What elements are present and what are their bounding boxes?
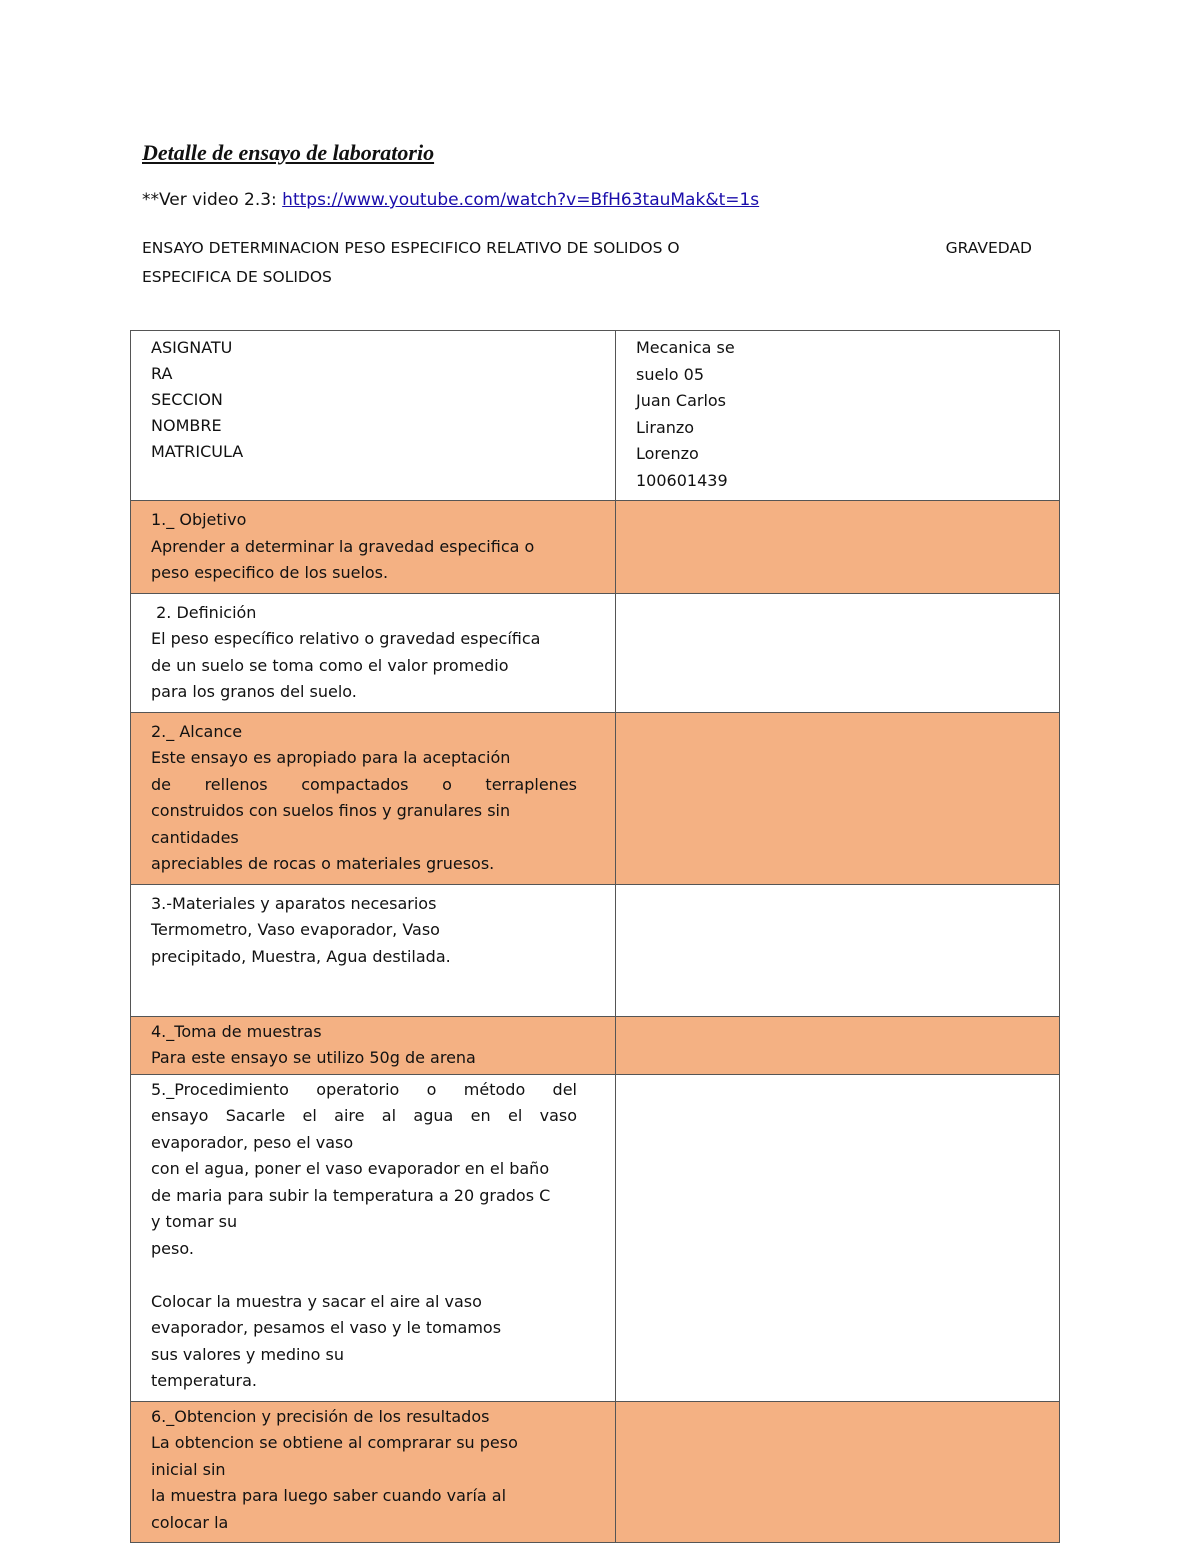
label-asignatu: ASIGNATU — [151, 338, 233, 357]
procedimiento-line: evaporador, peso el vaso — [151, 1132, 354, 1152]
heading-line-1: ENSAYO DETERMINACION PESO ESPECIFICO RELATIVO DE SOLIDOS O — [142, 239, 680, 257]
materiales-line: precipitado, Muestra, Agua destilada. — [151, 946, 451, 966]
objetivo-cell — [131, 501, 616, 594]
muestras-cell — [131, 1016, 616, 1074]
procedimiento-heading: 5._Procedimiento operatorio o método del — [151, 1079, 577, 1099]
definicion-cell — [131, 593, 616, 712]
definicion-line: para los granos del suelo. — [151, 682, 357, 701]
video-link[interactable]: https://www.youtube.com/watch?v=BfH63tauMak&t=1s — [282, 190, 760, 210]
document-title: Detalle de ensayo de laboratorio — [142, 140, 435, 165]
procedimiento-line: de maria para subir la temperatura a 20 grados C — [151, 1185, 551, 1205]
alcance-heading: 2._ Alcance — [151, 721, 243, 741]
definicion-line: El peso específico relativo o gravedad específica — [151, 629, 541, 648]
video-reference — [142, 190, 759, 210]
procedimiento-line: sus valores y medino su — [151, 1344, 344, 1364]
label-ra: RA — [151, 364, 173, 383]
objetivo-row — [131, 501, 1060, 594]
procedimiento-line: peso. — [151, 1238, 194, 1258]
alcance-line: apreciables de rocas o materiales gruesos. — [151, 854, 495, 873]
objetivo-line: Aprender a determinar la gravedad especifica o — [151, 536, 535, 556]
alcance-cell — [131, 712, 616, 884]
value-asignatura-1: Mecanica se — [636, 338, 735, 357]
value-nombre-1: Juan Carlos — [636, 391, 727, 410]
alcance-empty-cell — [616, 712, 1060, 884]
label-matricula: MATRICULA — [151, 442, 244, 461]
obtencion-row — [131, 1401, 1060, 1543]
objetivo-empty-cell — [616, 501, 1060, 594]
obtencion-cell — [131, 1401, 616, 1543]
procedimiento-line: temperatura. — [151, 1371, 257, 1390]
obtencion-line: inicial sin — [151, 1459, 226, 1479]
obtencion-empty-cell — [616, 1401, 1060, 1543]
muestras-empty-cell — [616, 1016, 1060, 1074]
objetivo-heading: 1._ Objetivo — [151, 510, 247, 529]
procedimiento-line: ensayo Sacarle el aire al agua en el vaso — [151, 1106, 577, 1125]
definicion-line: de un suelo se toma como el valor promedio — [151, 655, 509, 675]
obtencion-line: La obtencion se obtiene al comprarar su peso — [151, 1433, 518, 1452]
info-row — [131, 331, 1060, 501]
procedimiento-line: con el agua, poner el vaso evaporador en el baño — [151, 1159, 550, 1178]
essay-heading — [142, 234, 1032, 292]
video-prefix: **Ver video 2.3: — [142, 190, 283, 210]
objetivo-line: peso especifico de los suelos. — [151, 563, 389, 582]
value-asignatura-2: suelo 05 — [636, 364, 704, 384]
procedimiento-empty-cell — [616, 1074, 1060, 1401]
alcance-line: Este ensayo es apropiado para la aceptación — [151, 748, 511, 767]
definicion-heading: 2. Definición — [151, 602, 257, 622]
heading-right: GRAVEDAD — [945, 239, 1032, 257]
label-seccion: SECCION — [151, 390, 223, 409]
lab-report-table — [130, 330, 1060, 1543]
procedimiento-line: evaporador, pesamos el vaso y le tomamos — [151, 1318, 502, 1337]
alcance-line: construidos con suelos finos y granulares sin — [151, 801, 511, 820]
obtencion-line: colocar la — [151, 1512, 229, 1532]
info-labels-cell — [131, 331, 616, 501]
procedimiento-line: Colocar la muestra y sacar el aire al vaso — [151, 1291, 482, 1311]
definicion-row — [131, 593, 1060, 712]
value-matricula: 100601439 — [636, 470, 728, 490]
label-nombre: NOMBRE — [151, 416, 222, 435]
materiales-cell — [131, 884, 616, 1016]
muestras-row — [131, 1016, 1060, 1074]
procedimiento-line: y tomar su — [151, 1212, 238, 1231]
obtencion-heading: 6._Obtencion y precisión de los resultados — [151, 1406, 490, 1426]
procedimiento-row — [131, 1074, 1060, 1401]
materiales-empty-cell — [616, 884, 1060, 1016]
materiales-heading: 3.-Materiales y aparatos necesarios — [151, 893, 437, 913]
muestras-heading: 4._Toma de muestras — [151, 1021, 322, 1041]
definicion-empty-cell — [616, 593, 1060, 712]
value-nombre-2: Liranzo — [636, 417, 695, 437]
alcance-line: cantidades — [151, 827, 239, 847]
paragraph-spacer — [151, 1262, 577, 1289]
info-values-cell — [616, 331, 1060, 501]
materiales-row — [131, 884, 1060, 1016]
heading-line-2: ESPECIFICA DE SOLIDOS — [142, 268, 332, 286]
obtencion-line: la muestra para luego saber cuando varía al — [151, 1486, 507, 1505]
alcance-line: de rellenos compactados o terraplenes — [151, 774, 577, 794]
alcance-row — [131, 712, 1060, 884]
muestras-line: Para este ensayo se utilizo 50g de arena — [151, 1048, 476, 1067]
procedimiento-cell — [131, 1074, 616, 1401]
materiales-line: Termometro, Vaso evaporador, Vaso — [151, 920, 440, 939]
value-nombre-3: Lorenzo — [636, 444, 699, 463]
